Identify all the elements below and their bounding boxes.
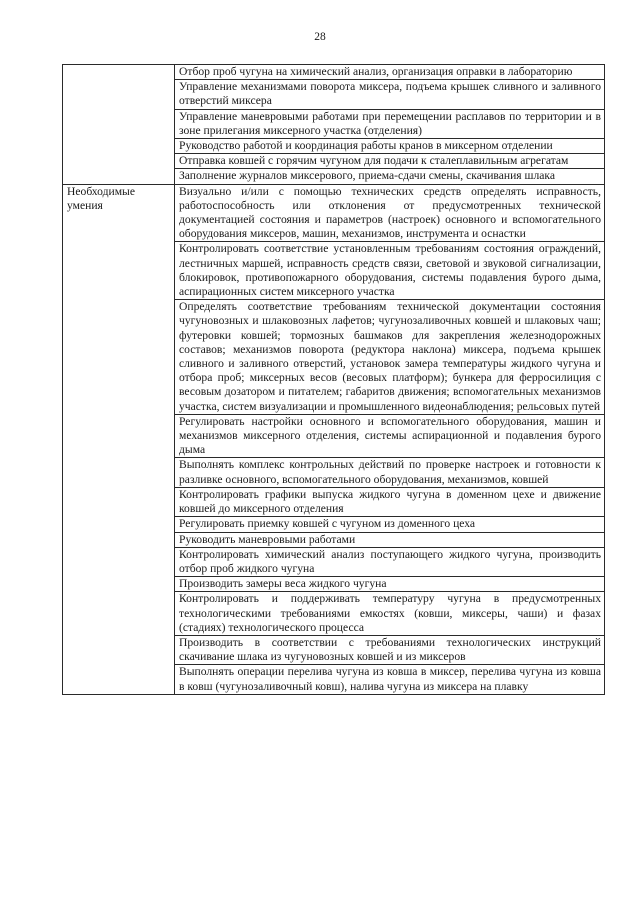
labor-action-item: Отбор проб чугуна на химический анализ, организация оправки в лабораторию xyxy=(175,65,605,80)
skill-item: Производить замеры веса жидкого чугуна xyxy=(175,577,605,592)
labor-actions-label-cell xyxy=(63,65,175,185)
page-number: 28 xyxy=(314,31,326,43)
labor-action-item: Заполнение журналов миксерового, приема-сдачи смены, скачивания шлака xyxy=(175,169,605,184)
skill-item: Выполнять операции перелива чугуна из ковша в миксер, перелива чугуна из ковша в ковш (чугунозаливочный ковш), налива чугуна из миксера на плавку xyxy=(175,665,605,694)
skill-item: Визуально и/или с помощью технических средств определять исправность, работоспособность или отклонения от предусмотренных технической документацией состояния и параметров (настроек) основного и вспомогательного оборудования миксеров, машин, механизмов, инструмента и оснастки xyxy=(175,184,605,242)
labor-action-item: Отправка ковшей с горячим чугуном для подачи к сталеплавильным агрегатам xyxy=(175,154,605,169)
skill-item: Контролировать и поддерживать температуру чугуна в предусмотренных технологическими требованиями емкостях (ковши, миксеры, чаши) и фазах (стадиях) технологического процесса xyxy=(175,592,605,636)
skill-item: Регулировать настройки основного и вспомогательного оборудования, машин и механизмов миксерного отделения, системы аспирационной и подавления бурого дыма xyxy=(175,414,605,458)
skill-item: Определять соответствие требованиям технической документации состояния чугуновозных и шлаковозных лафетов; чугунозаливочных ковшей и шлаковых чаш; футеровки ковшей; тормозных башмаков для закрепления железнодорожных составов; механизмов поворота (редуктора наклона) миксера, подъема крышек сливного и заливного отверстий, установок замера температуры жидкого чугуна и отбора проб; миксерных весов (весовых платформ); бункера для ферросилиция с весовым дозатором и питателем; габаритов движения; вспомогательных механизмов участка, систем визуализации и промышленного видеонаблюдения; рельсовых путей xyxy=(175,300,605,415)
skill-item: Руководить маневровыми работами xyxy=(175,532,605,547)
skill-item: Производить в соответствии с требованиями технологических инструкций скачивание шлака из чугуновозных ковшей и из миксеров xyxy=(175,635,605,664)
skill-item: Выполнять комплекс контрольных действий по проверке настроек и готовности к разливке основного, вспомогательного оборудования, механизмов, ковшей xyxy=(175,458,605,487)
labor-action-item: Управление механизмами поворота миксера, подъема крышек сливного и заливного отверстий миксера xyxy=(175,80,605,109)
skills-label: Необходимые умения xyxy=(63,184,175,694)
skill-item: Контролировать соответствие установленным требованиям состояния ограждений, лестничных маршей, исправность средств связи, световой и звуковой сигнализации, блокировок, противопожарного оборудования, системы подавления бурого дыма, аспирационных систем миксерного участка xyxy=(175,242,605,300)
requirements-table xyxy=(62,64,605,695)
skill-item: Регулировать приемку ковшей с чугуном из доменного цеха xyxy=(175,517,605,532)
skill-item: Контролировать химический анализ поступающего жидкого чугуна, производить отбор проб жидкого чугуна xyxy=(175,547,605,576)
table-row xyxy=(63,65,605,80)
labor-action-item: Управление маневровыми работами при перемещении расплавов по территории и в зоне прилегания миксерного участка (отделения) xyxy=(175,109,605,138)
skill-item: Контролировать графики выпуска жидкого чугуна в доменном цехе и движение ковшей до миксерного отделения xyxy=(175,487,605,516)
labor-action-item: Руководство работой и координация работы кранов в миксерном отделении xyxy=(175,139,605,154)
table-row xyxy=(63,184,605,242)
